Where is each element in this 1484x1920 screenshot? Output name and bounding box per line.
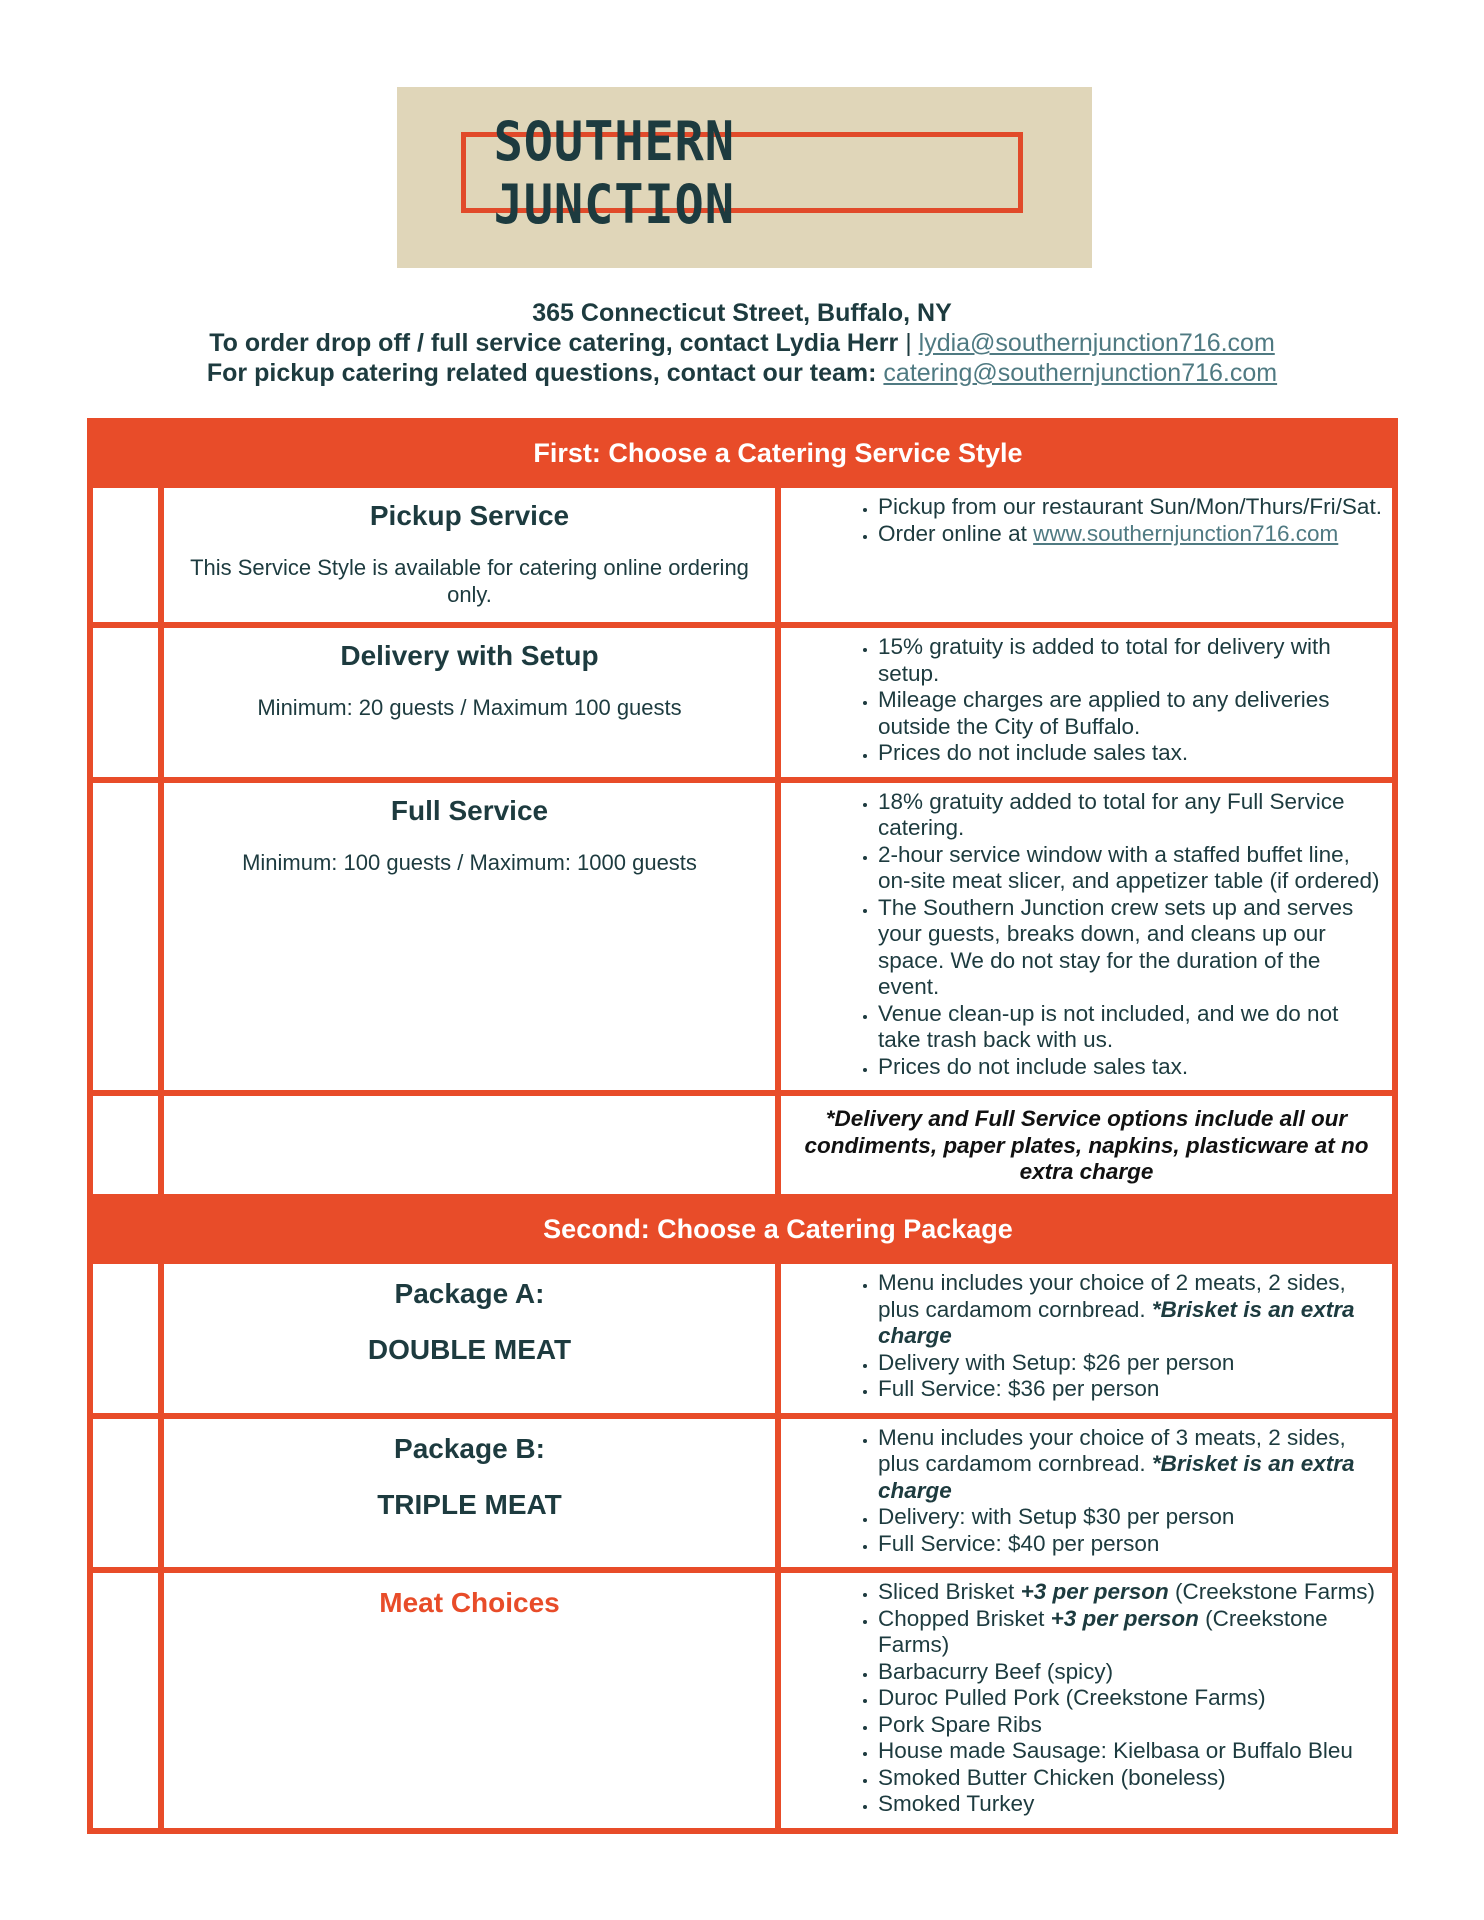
full-service-bullets (781, 789, 1384, 1081)
list-item: • House made Sausage: Kielbasa or Buffalo Bleu (878, 1738, 1384, 1765)
list-item: • Full Service: $40 per person (878, 1531, 1384, 1558)
delivery-row (90, 625, 1395, 780)
package-a-bullets (781, 1270, 1384, 1403)
package-a-name: DOUBLE MEAT (367, 1334, 572, 1365)
package-a-title: Package A: (394, 1278, 545, 1309)
package-b-name: TRIPLE MEAT (377, 1488, 562, 1520)
pickup-text: For pickup catering related questions, contact our team: (206, 359, 877, 387)
list-item: • Menu includes your choice of 3 meats, 2 sides, plus cardamom cornbread. *Brisket is an extra charge (878, 1425, 1384, 1505)
list-item: • Sliced Brisket +3 per person (Creekstone Farms) (878, 1579, 1384, 1606)
list-item: • Venue clean-up is not included, and we do not take trash back with us. (878, 1001, 1384, 1054)
list-item: • Pork Spare Ribs (878, 1712, 1384, 1739)
note-row (90, 1093, 1395, 1197)
pickup-subtitle: This Service Style is available for catering online ordering only. (190, 555, 749, 607)
pickup-contact-line (0, 358, 1484, 388)
meat-choices-row (90, 1570, 1395, 1831)
inclusion-note: *Delivery and Full Service options include all our condiments, paper plates, napkins, plasticware at no extra charge (804, 1106, 1369, 1184)
list-item: • 18% gratuity added to total for any Full Service catering. (878, 789, 1384, 842)
list-item: • Pickup from our restaurant Sun/Mon/Thurs/Fri/Sat. (878, 494, 1384, 521)
full-service-row (90, 780, 1395, 1094)
section2-header-row (90, 1197, 1395, 1261)
pickup-email-link[interactable]: catering@southernjunction716.com (883, 359, 1278, 387)
separator: | (905, 329, 912, 357)
list-item: • Chopped Brisket +3 per person (Creekstone Farms) (878, 1606, 1384, 1659)
meat-choices-list (781, 1579, 1384, 1818)
meat-choices-title: Meat Choices (379, 1587, 560, 1618)
list-item: • Prices do not include sales tax. (878, 1054, 1384, 1081)
package-b-title: Package B: (394, 1432, 545, 1464)
list-item: • Order online at www.southernjunction716.com (878, 521, 1384, 548)
list-item: • Duroc Pulled Pork (Creekstone Farms) (878, 1685, 1384, 1712)
logo (397, 87, 1092, 268)
full-service-title: Full Service (390, 794, 549, 826)
pickup-title: Pickup Service (369, 500, 570, 531)
website-link[interactable]: www.southernjunction716.com (1033, 520, 1339, 546)
list-item: • Barbacurry Beef (spicy) (878, 1659, 1384, 1686)
order-email-link[interactable]: lydia@southernjunction716.com (918, 329, 1275, 357)
pickup-bullets (781, 494, 1384, 547)
order-contact-line (0, 328, 1484, 358)
list-item: • 15% gratuity is added to total for delivery with setup. (878, 634, 1384, 687)
delivery-subtitle: Minimum: 20 guests / Maximum 100 guests (257, 695, 682, 720)
logo-frame (461, 109, 1023, 236)
list-item: • The Southern Junction crew sets up and serves your guests, breaks down, and cleans up our space. We do not stay for the duration of the event. (878, 895, 1384, 1001)
list-item: • Menu includes your choice of 2 meats, 2 sides, plus cardamom cornbread. *Brisket is an extra charge (878, 1270, 1384, 1350)
package-b-bullets (781, 1425, 1384, 1558)
pickup-row (90, 485, 1395, 625)
list-item: • Smoked Turkey (878, 1791, 1384, 1818)
package-b-row (90, 1416, 1395, 1571)
list-item: • Mileage charges are applied to any deliveries outside the City of Buffalo. (878, 687, 1384, 740)
package-a-row (90, 1261, 1395, 1416)
list-item: • Delivery with Setup: $26 per person (878, 1350, 1384, 1377)
delivery-bullets (781, 634, 1384, 767)
list-item: • 2-hour service window with a staffed buffet line, on-site meat slicer, and appetizer table (if ordered) (878, 842, 1384, 895)
address: 365 Connecticut Street, Buffalo, NY (532, 299, 952, 327)
order-text: To order drop off / full service catering, contact Lydia Herr (209, 329, 899, 357)
logo-text: SOUTHERN JUNCTION (493, 109, 735, 236)
list-item: • Smoked Butter Chicken (boneless) (878, 1765, 1384, 1792)
catering-table (87, 418, 1398, 1834)
full-service-subtitle: Minimum: 100 guests / Maximum: 1000 guests (242, 849, 697, 875)
list-item: • Delivery: with Setup $30 per person (878, 1504, 1384, 1531)
contact-block (0, 298, 1484, 388)
section1-header-row (90, 421, 1395, 485)
list-item: • Prices do not include sales tax. (878, 740, 1384, 767)
section1-header: First: Choose a Catering Service Style (161, 421, 1395, 485)
delivery-title: Delivery with Setup (340, 640, 599, 671)
section2-header: Second: Choose a Catering Package (161, 1197, 1395, 1261)
list-item: • Full Service: $36 per person (878, 1376, 1384, 1403)
